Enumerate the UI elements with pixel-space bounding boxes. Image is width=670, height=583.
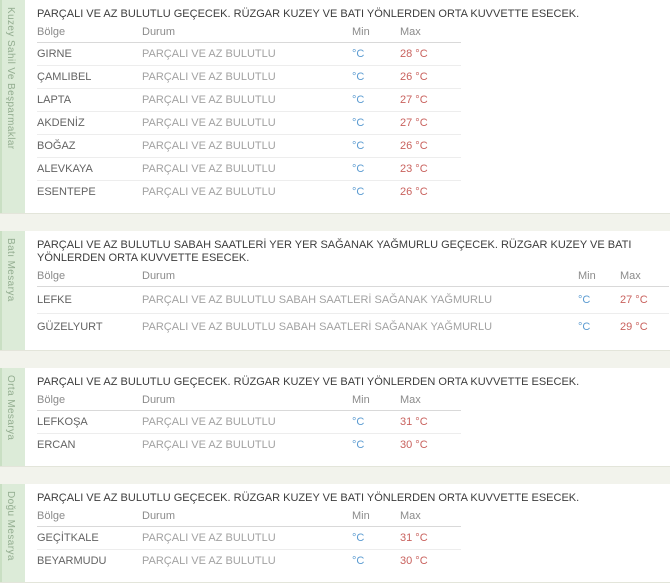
forecast-section: [0, 368, 670, 467]
condition-cell: PARÇALI VE AZ BULUTLU: [142, 411, 352, 434]
region-cell: ÇAMLIBEL: [37, 66, 142, 89]
condition-cell: PARÇALI VE AZ BULUTLU: [142, 66, 352, 89]
max-temp-cell: 31 °C: [400, 411, 461, 434]
min-temp-cell: °C: [352, 43, 400, 66]
forecast-summary: PARÇALI VE AZ BULUTLU GEÇECEK. RÜZGAR KUZEY VE BATI YÖNLERDEN ORTA KUVVETTE ESECEK.: [37, 8, 580, 20]
table-row: [37, 66, 461, 89]
column-header-condition: Durum: [142, 265, 578, 287]
column-header-max: Max: [620, 265, 669, 287]
region-group-label: Orta Mesarya: [5, 375, 16, 441]
table-row: [37, 411, 461, 434]
max-temp-cell: 30 °C: [400, 555, 428, 567]
column-header-max: Max: [400, 505, 461, 527]
region-cell: GIRNE: [37, 43, 142, 66]
max-temp-cell: 30 °C: [400, 439, 428, 451]
region-group-label: Batı Mesarya: [5, 238, 16, 302]
condition-cell: PARÇALI VE AZ BULUTLU: [142, 158, 352, 181]
region-cell: GÜZELYURT: [37, 321, 103, 333]
forecast-table: [37, 389, 461, 456]
column-header-min: Min: [352, 505, 400, 527]
region-group-sidebar: [0, 484, 25, 582]
min-temp-cell: °C: [352, 135, 400, 158]
condition-cell: PARÇALI VE AZ BULUTLU SABAH SAATLERİ SAĞANAK YAĞMURLU: [142, 321, 493, 333]
region-cell: LAPTA: [37, 89, 142, 112]
min-temp-cell: °C: [352, 66, 400, 89]
max-temp-cell: 31 °C: [400, 527, 461, 550]
region-cell: ERCAN: [37, 439, 76, 451]
region-group-label: Kuzey Sahil Ve Beşparmaklar: [5, 7, 16, 150]
max-temp-cell: 23 °C: [400, 158, 461, 181]
min-temp-cell: °C: [352, 186, 365, 198]
max-temp-cell: 27 °C: [400, 89, 461, 112]
max-temp-cell: 26 °C: [400, 66, 461, 89]
table-row: [37, 527, 461, 550]
max-temp-cell: 27 °C: [620, 287, 669, 314]
column-header-min: Min: [352, 389, 400, 411]
min-temp-cell: °C: [352, 158, 400, 181]
table-row: [37, 89, 461, 112]
condition-cell: PARÇALI VE AZ BULUTLU: [142, 439, 276, 451]
forecast-table: [37, 265, 669, 340]
max-temp-cell: 27 °C: [400, 112, 461, 135]
table-row: [37, 434, 461, 457]
table-row: [37, 43, 461, 66]
condition-cell: PARÇALI VE AZ BULUTLU: [142, 135, 352, 158]
table-row: [37, 158, 461, 181]
table-header-row: [37, 389, 461, 411]
forecast-section-content: [25, 484, 670, 582]
table-row: [37, 112, 461, 135]
column-header-region: Bölge: [37, 505, 142, 527]
region-group-sidebar: [0, 0, 25, 213]
forecast-section: [0, 231, 670, 351]
table-row: [37, 314, 669, 341]
max-temp-cell: 26 °C: [400, 135, 461, 158]
column-header-max: Max: [400, 389, 461, 411]
condition-cell: PARÇALI VE AZ BULUTLU: [142, 43, 352, 66]
forecast-summary: PARÇALI VE AZ BULUTLU GEÇECEK. RÜZGAR KUZEY VE BATI YÖNLERDEN ORTA KUVVETTE ESECEK.: [37, 376, 580, 388]
table-header-row: [37, 265, 669, 287]
column-header-max: Max: [400, 21, 461, 43]
column-header-condition: Durum: [142, 505, 352, 527]
forecast-summary: PARÇALI VE AZ BULUTLU SABAH SAATLERİ YER YER SAĞANAK YAĞMURLU GEÇECEK. RÜZGAR KUZEY VE BATI YÖNLERDEN ORTA KUVVETTE ESECEK.: [37, 239, 632, 264]
min-temp-cell: °C: [352, 112, 400, 135]
column-header-condition: Durum: [142, 21, 352, 43]
min-temp-cell: °C: [352, 89, 400, 112]
column-header-condition: Durum: [142, 389, 352, 411]
condition-cell: PARÇALI VE AZ BULUTLU: [142, 89, 352, 112]
table-row: [37, 135, 461, 158]
table-row: [37, 287, 669, 314]
column-header-min: Min: [578, 265, 620, 287]
region-group-label: Doğu Mesarya: [5, 491, 16, 561]
column-header-region: Bölge: [37, 389, 142, 411]
table-row: [37, 550, 461, 573]
region-cell: AKDENİZ: [37, 112, 142, 135]
forecast-section: [0, 0, 670, 214]
forecast-section: [0, 484, 670, 583]
min-temp-cell: °C: [352, 555, 365, 567]
min-temp-cell: °C: [578, 321, 591, 333]
max-temp-cell: 26 °C: [400, 186, 428, 198]
forecast-table: [37, 21, 461, 203]
column-header-region: Bölge: [37, 21, 142, 43]
condition-cell: PARÇALI VE AZ BULUTLU: [142, 527, 352, 550]
region-cell: ESENTEPE: [37, 186, 96, 198]
region-cell: BEYARMUDU: [37, 555, 107, 567]
region-group-sidebar: [0, 368, 25, 466]
region-cell: BOĞAZ: [37, 135, 142, 158]
table-header-row: [37, 505, 461, 527]
column-header-region: Bölge: [37, 265, 142, 287]
region-cell: LEFKE: [37, 287, 142, 314]
condition-cell: PARÇALI VE AZ BULUTLU: [142, 186, 276, 198]
column-header-min: Min: [352, 21, 400, 43]
region-cell: LEFKOŞA: [37, 411, 142, 434]
forecast-section-content: [25, 368, 670, 466]
min-temp-cell: °C: [578, 287, 620, 314]
table-header-row: [37, 21, 461, 43]
max-temp-cell: 28 °C: [400, 43, 461, 66]
region-group-sidebar: [0, 231, 25, 350]
condition-cell: PARÇALI VE AZ BULUTLU SABAH SAATLERİ SAĞANAK YAĞMURLU: [142, 287, 578, 314]
condition-cell: PARÇALI VE AZ BULUTLU: [142, 112, 352, 135]
max-temp-cell: 29 °C: [620, 321, 648, 333]
min-temp-cell: °C: [352, 527, 400, 550]
forecast-summary: PARÇALI VE AZ BULUTLU GEÇECEK. RÜZGAR KUZEY VE BATI YÖNLERDEN ORTA KUVVETTE ESECEK.: [37, 492, 580, 504]
min-temp-cell: °C: [352, 439, 365, 451]
forecast-section-content: [25, 0, 670, 213]
table-row: [37, 181, 461, 204]
condition-cell: PARÇALI VE AZ BULUTLU: [142, 555, 276, 567]
forecast-section-content: [25, 231, 670, 350]
forecast-table: [37, 505, 461, 572]
region-cell: GEÇİTKALE: [37, 527, 142, 550]
region-cell: ALEVKAYA: [37, 158, 142, 181]
min-temp-cell: °C: [352, 411, 400, 434]
